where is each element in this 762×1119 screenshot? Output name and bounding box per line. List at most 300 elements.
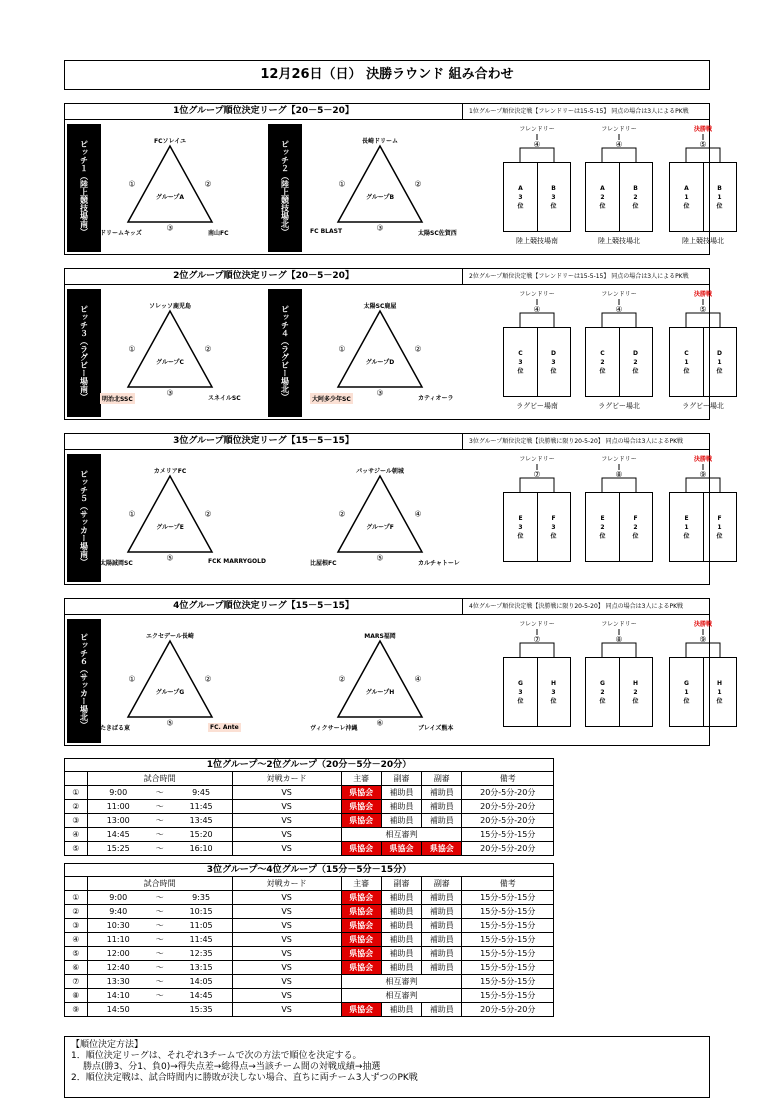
match-card: VS (232, 842, 341, 856)
end-time: 9:45 (171, 786, 233, 800)
bracket-lines (585, 629, 653, 659)
match-no: ⑧ (65, 989, 88, 1003)
referee-sub2: 補助員 (422, 891, 462, 905)
bracket-team-b: H 2 位 (632, 679, 639, 705)
end-time: 16:10 (171, 842, 233, 856)
referee-main: 県協会 (341, 786, 381, 800)
bracket-match-number: ④ (615, 140, 623, 149)
start-time: 14:45 (87, 828, 149, 842)
pitch-label: ピッチ４（ラグビー場北） (268, 289, 302, 417)
bracket-team-b: H 1 位 (716, 679, 723, 705)
bracket-team-b: D 2 位 (632, 349, 639, 375)
table-row (65, 947, 554, 961)
bracket-team-a: G 2 位 (586, 658, 620, 726)
table-row (65, 975, 554, 989)
team-left: ドリームキッズ (100, 230, 142, 237)
method-line-3: 2．順位決定戦は、試合時間内に勝敗が決しない場合、直ちに両チーム3人ずつのPK戦 (71, 1073, 418, 1083)
match-note: 20分-5分-20分 (462, 1003, 554, 1017)
table-row (65, 891, 554, 905)
bracket-team-a: C 2 位 (586, 328, 620, 396)
bracket-venue: 陸上競技場南 (516, 237, 558, 245)
start-time: 9:00 (87, 891, 149, 905)
section-note: 2位グループ順位決定戦【フレンドリーは15-5-15】 同点の場合は3人によるPK戦 (463, 269, 709, 285)
match-note: 15分-5分-15分 (462, 905, 554, 919)
bracket-box (503, 492, 571, 562)
bracket-team-a: E 2 位 (586, 493, 620, 561)
match-number-bottom: ③ (376, 223, 384, 233)
team-top: カメリアFC (153, 468, 187, 475)
header-blank (65, 877, 88, 891)
match-card: VS (232, 975, 341, 989)
header-time: 試合時間 (87, 772, 232, 786)
end-time: 15:35 (171, 1003, 233, 1017)
friendly-label: フレンドリー (601, 456, 637, 463)
team-top: FCソレイユ (154, 138, 186, 145)
team-left: 比屋根FC (310, 560, 337, 567)
time-sep: ～ (149, 961, 171, 975)
start-time: 13:00 (87, 814, 149, 828)
bracket-box (503, 327, 571, 397)
match-number-right: ② (204, 344, 212, 354)
match-number-left: ① (128, 674, 136, 684)
method-line-1: 1．順位決定リーグは、それぞれ3チームで次の方法で順位を決定する。 (71, 1051, 362, 1061)
table-row (65, 786, 554, 800)
match-note: 15分-5分-15分 (462, 989, 554, 1003)
time-sep (149, 1003, 171, 1017)
table-row (65, 919, 554, 933)
time-sep: ～ (149, 975, 171, 989)
table-row (65, 905, 554, 919)
referee-sub2: 補助員 (422, 786, 462, 800)
referee-main: 県協会 (341, 961, 381, 975)
match-note: 15分-5分-15分 (462, 961, 554, 975)
method-title: 【順位決定方法】 (71, 1040, 144, 1050)
start-time: 15:25 (87, 842, 149, 856)
section-header: 4位グループ順位決定リーグ【15－5－15】 (65, 599, 463, 615)
referee-sub1: 補助員 (381, 800, 421, 814)
end-time: 13:45 (171, 814, 233, 828)
table-row (65, 828, 554, 842)
team-left: FC BLAST (310, 228, 343, 235)
referee-main: 県協会 (341, 947, 381, 961)
team-top: MARS福岡 (364, 633, 396, 640)
match-note: 15分-5分-15分 (462, 947, 554, 961)
bracket-team-b: F 2 位 (632, 514, 639, 540)
bracket-box (669, 327, 737, 397)
bracket-team-a: A 1 位 (670, 163, 704, 231)
bracket-match-number: ⑤ (699, 140, 707, 149)
referee-sub1: 補助員 (381, 961, 421, 975)
bracket-lines (503, 464, 571, 494)
referee-sub1: 補助員 (381, 947, 421, 961)
header-cell: 副審 (381, 877, 421, 891)
bracket-match-number: ⑨ (699, 635, 707, 644)
group-name: グループE (156, 524, 184, 531)
group-section (64, 598, 723, 746)
match-card: VS (232, 1003, 341, 1017)
match-number-left: ① (128, 344, 136, 354)
match-card: VS (232, 891, 341, 905)
team-top: 太陽SC鹿屋 (363, 303, 397, 310)
bracket-match-number: ④ (615, 305, 623, 314)
header-blank (65, 772, 88, 786)
match-note: 20分-5分-20分 (462, 814, 554, 828)
bracket-venue: ラグビー場南 (516, 402, 558, 410)
bracket-venue: ラグビー場北 (598, 402, 640, 410)
bracket-team-b: B 3 位 (550, 184, 557, 210)
team-left: ヴィクサーレ沖縄 (310, 725, 358, 732)
match-note: 15分-5分-15分 (462, 975, 554, 989)
team-left: 太陽誠岡SC (100, 560, 133, 567)
group-section (64, 433, 723, 585)
match-number-bottom: ⑥ (376, 718, 384, 728)
bracket-team-a: C 1 位 (670, 328, 704, 396)
group-name: グループH (365, 689, 395, 696)
team-right: 太陽SC佐賀西 (418, 230, 457, 237)
referee-sub1: 補助員 (381, 786, 421, 800)
pitch-label: ピッチ１（陸上競技場南） (67, 124, 101, 252)
team-left: 大阿多少年SC (310, 393, 353, 404)
team-top: 長崎ドリーム (361, 138, 399, 145)
match-no: ⑥ (65, 961, 88, 975)
referee-sub2: 県協会 (422, 842, 462, 856)
time-sep: ～ (149, 814, 171, 828)
bracket-team-b: D 1 位 (716, 349, 723, 375)
team-top: ソレッソ鹿児島 (149, 303, 191, 310)
referee-main: 県協会 (341, 1003, 381, 1017)
friendly-label: フレンドリー (519, 621, 555, 628)
schedule-title-1: 1位グループ～2位グループ（20分－5分－20分） (64, 758, 554, 772)
friendly-label: フレンドリー (601, 126, 637, 133)
table-row (65, 814, 554, 828)
table-row (65, 933, 554, 947)
referee-main: 県協会 (341, 905, 381, 919)
pitch-label: ピッチ３（ラグビー場南） (67, 289, 101, 417)
group-name: グループD (365, 359, 395, 366)
match-card: VS (232, 989, 341, 1003)
final-label: 決勝戦 (693, 456, 713, 463)
referee-sub2: 補助員 (422, 961, 462, 975)
referee-sub2: 補助員 (422, 919, 462, 933)
end-time: 14:05 (171, 975, 233, 989)
bracket-venue: ラグビー場北 (682, 402, 724, 410)
match-no: ⑤ (65, 947, 88, 961)
referee-main: 県協会 (341, 919, 381, 933)
referee-sub1: 補助員 (381, 1003, 421, 1017)
referee-main: 県協会 (341, 933, 381, 947)
referee-main: 県協会 (341, 814, 381, 828)
start-time: 14:10 (87, 989, 149, 1003)
referee-sub2: 補助員 (422, 800, 462, 814)
bracket-venue: 陸上競技場北 (598, 237, 640, 245)
bracket-box (585, 657, 653, 727)
mutual-referee: 相互審判 (341, 989, 462, 1003)
match-number-left: ① (128, 179, 136, 189)
start-time: 12:40 (87, 961, 149, 975)
match-no: ④ (65, 933, 88, 947)
header-cell: 副審 (381, 772, 421, 786)
match-card: VS (232, 814, 341, 828)
match-note: 20分-5分-20分 (462, 842, 554, 856)
bracket-match-number: ④ (533, 140, 541, 149)
match-no: ⑤ (65, 842, 88, 856)
start-time: 11:00 (87, 800, 149, 814)
time-sep: ～ (149, 891, 171, 905)
time-sep: ～ (149, 800, 171, 814)
group-name: グループA (155, 194, 185, 201)
group-name: グループB (365, 194, 395, 201)
match-card: VS (232, 947, 341, 961)
group-section (64, 268, 724, 420)
end-time: 14:45 (171, 989, 233, 1003)
referee-sub2: 補助員 (422, 947, 462, 961)
pitch-label: ピッチ６（サッカー場北） (67, 619, 101, 743)
bracket-match-number: ⑤ (699, 305, 707, 314)
referee-sub2: 補助員 (422, 933, 462, 947)
section-note: 4位グループ順位決定戦【決勝戦に限り20-5-20】 同点の場合は3人によるPK戦 (463, 599, 709, 615)
schedule-title-2: 3位グループ～4位グループ（15分－5分－15分） (64, 863, 554, 877)
start-time: 10:30 (87, 919, 149, 933)
time-sep: ～ (149, 989, 171, 1003)
pitch-label: ピッチ２（陸上競技場北） (268, 124, 302, 252)
bracket-lines (503, 299, 571, 329)
mutual-referee: 相互審判 (341, 828, 462, 842)
match-no: ① (65, 786, 88, 800)
schedule-header-row (65, 772, 554, 786)
final-label: 決勝戦 (693, 621, 713, 628)
pitch-label: ピッチ５（サッカー場南） (67, 454, 101, 582)
match-card: VS (232, 800, 341, 814)
referee-sub1: 補助員 (381, 919, 421, 933)
bracket-box (669, 492, 737, 562)
match-number-right: ② (204, 179, 212, 189)
end-time: 15:20 (171, 828, 233, 842)
header-cell: 備考 (462, 877, 554, 891)
header-cell: 主審 (341, 877, 381, 891)
page-title: 12月26日（日） 決勝ラウンド 組み合わせ (64, 60, 710, 90)
time-sep: ～ (149, 919, 171, 933)
bracket-box (585, 162, 653, 232)
referee-sub2: 補助員 (422, 814, 462, 828)
bracket-match-number: ⑧ (615, 470, 623, 479)
match-no: ④ (65, 828, 88, 842)
group-name: グループC (156, 359, 184, 366)
bracket-team-a: G 3 位 (504, 658, 538, 726)
match-number-bottom: ⑤ (166, 718, 174, 728)
match-no: ⑦ (65, 975, 88, 989)
match-note: 20分-5分-20分 (462, 800, 554, 814)
match-number-right: ② (204, 674, 212, 684)
match-no: ⑨ (65, 1003, 88, 1017)
match-card: VS (232, 828, 341, 842)
section-header: 3位グループ順位決定リーグ【15－5－15】 (65, 434, 463, 450)
method-line-2: 勝点(勝3、分1、負0)→得失点差→総得点→当該チーム間の対戦成績→抽選 (83, 1062, 381, 1072)
header-cell: 対戦カード (232, 772, 341, 786)
bracket-team-a: C 3 位 (504, 328, 538, 396)
match-number-right: ④ (414, 509, 422, 519)
ranking-method (64, 1036, 710, 1098)
table-row (65, 989, 554, 1003)
final-label: 決勝戦 (693, 126, 713, 133)
bracket-team-a: A 2 位 (586, 163, 620, 231)
bracket-match-number: ⑦ (533, 635, 541, 644)
bracket-box (669, 657, 737, 727)
bracket-team-b: F 3 位 (550, 514, 557, 540)
final-label: 決勝戦 (693, 291, 713, 298)
bracket-lines (585, 464, 653, 494)
match-number-bottom: ⑤ (166, 553, 174, 563)
friendly-label: フレンドリー (601, 621, 637, 628)
referee-sub1: 補助員 (381, 814, 421, 828)
match-note: 20分-5分-20分 (462, 786, 554, 800)
time-sep: ～ (149, 933, 171, 947)
referee-sub2: 補助員 (422, 1003, 462, 1017)
match-number-left: ① (128, 509, 136, 519)
team-top: パッサジール朝城 (356, 468, 404, 475)
friendly-label: フレンドリー (519, 126, 555, 133)
referee-sub2: 補助員 (422, 905, 462, 919)
bracket-box (669, 162, 737, 232)
end-time: 11:45 (171, 800, 233, 814)
bracket-team-a: G 1 位 (670, 658, 704, 726)
referee-main: 県協会 (341, 891, 381, 905)
bracket-team-a: A 3 位 (504, 163, 538, 231)
start-time: 13:30 (87, 975, 149, 989)
time-sep: ～ (149, 828, 171, 842)
match-number-right: ④ (414, 674, 422, 684)
friendly-label: フレンドリー (601, 291, 637, 298)
referee-main: 県協会 (341, 800, 381, 814)
schedule-header-row (65, 877, 554, 891)
bracket-lines (503, 629, 571, 659)
friendly-label: フレンドリー (519, 456, 555, 463)
friendly-label: フレンドリー (519, 291, 555, 298)
match-no: ① (65, 891, 88, 905)
match-no: ③ (65, 919, 88, 933)
bracket-lines (669, 134, 737, 164)
table-row (65, 800, 554, 814)
bracket-lines (585, 134, 653, 164)
bracket-team-b: B 2 位 (632, 184, 639, 210)
section-note: 1位グループ順位決定戦【フレンドリーは15-5-15】 同点の場合は3人によるPK戦 (463, 104, 709, 120)
match-card: VS (232, 961, 341, 975)
section-header: 2位グループ順位決定リーグ【20－5－20】 (65, 269, 463, 285)
header-time: 試合時間 (87, 877, 232, 891)
match-number-bottom: ③ (166, 223, 174, 233)
team-right: 南山FC (208, 230, 229, 237)
referee-sub1: 補助員 (381, 891, 421, 905)
bracket-venue: 陸上競技場北 (682, 237, 724, 245)
bracket-team-b: F 1 位 (716, 514, 723, 540)
team-right: FCK MARRYGOLD (208, 558, 266, 565)
bracket-box (503, 657, 571, 727)
bracket-box (503, 162, 571, 232)
bracket-lines (503, 134, 571, 164)
bracket-team-b: B 1 位 (716, 184, 723, 210)
bracket-match-number: ⑧ (615, 635, 623, 644)
team-right: ブレイズ熊本 (418, 725, 454, 732)
match-card: VS (232, 933, 341, 947)
match-card: VS (232, 919, 341, 933)
start-time: 14:50 (87, 1003, 149, 1017)
bracket-match-number: ④ (533, 305, 541, 314)
start-time: 11:10 (87, 933, 149, 947)
match-note: 15分-5分-15分 (462, 891, 554, 905)
match-no: ② (65, 905, 88, 919)
match-card: VS (232, 786, 341, 800)
match-number-right: ② (414, 344, 422, 354)
end-time: 9:35 (171, 891, 233, 905)
start-time: 12:00 (87, 947, 149, 961)
end-time: 11:05 (171, 919, 233, 933)
match-number-bottom: ③ (166, 388, 174, 398)
end-time: 10:15 (171, 905, 233, 919)
mutual-referee: 相互審判 (341, 975, 462, 989)
bracket-team-a: E 1 位 (670, 493, 704, 561)
bracket-box (585, 492, 653, 562)
bracket-match-number: ⑨ (699, 470, 707, 479)
schedule-table-1 (64, 771, 554, 856)
referee-sub1: 県協会 (381, 842, 421, 856)
time-sep: ～ (149, 947, 171, 961)
team-right: スネイルSC (208, 395, 241, 402)
end-time: 12:35 (171, 947, 233, 961)
header-cell: 備考 (462, 772, 554, 786)
time-sep: ～ (149, 786, 171, 800)
header-cell: 副審 (422, 877, 462, 891)
end-time: 13:15 (171, 961, 233, 975)
match-note: 15分-5分-15分 (462, 933, 554, 947)
team-top: エクセデール長崎 (146, 633, 194, 640)
team-right: FC. Ante (210, 724, 239, 731)
schedule-table-2 (64, 876, 554, 1017)
bracket-lines (669, 629, 737, 659)
team-left: たきばる東 (100, 725, 131, 732)
team-right: カルチャトーレ (418, 560, 460, 567)
bracket-team-b: D 3 位 (550, 349, 557, 375)
match-number-bottom: ⑤ (376, 553, 384, 563)
match-number-left: ① (338, 344, 346, 354)
group-name: グループF (366, 524, 394, 531)
match-number-right: ② (204, 509, 212, 519)
bracket-match-number: ⑦ (533, 470, 541, 479)
match-no: ② (65, 800, 88, 814)
section-note: 3位グループ順位決定戦【決勝戦に限り20-5-20】 同点の場合は3人によるPK戦 (463, 434, 709, 450)
header-cell: 対戦カード (232, 877, 341, 891)
bracket-lines (669, 299, 737, 329)
bracket-box (585, 327, 653, 397)
section-header: 1位グループ順位決定リーグ【20－5－20】 (65, 104, 463, 120)
header-cell: 主審 (341, 772, 381, 786)
match-number-left: ② (338, 509, 346, 519)
start-time: 9:00 (87, 786, 149, 800)
referee-sub1: 補助員 (381, 905, 421, 919)
match-note: 15分-5分-15分 (462, 919, 554, 933)
table-row (65, 1003, 554, 1017)
time-sep: ～ (149, 905, 171, 919)
bracket-lines (585, 299, 653, 329)
bracket-team-a: E 3 位 (504, 493, 538, 561)
team-right: カティオーラ (418, 395, 454, 402)
group-name: グループG (155, 689, 185, 696)
match-number-left: ① (338, 179, 346, 189)
referee-main: 県協会 (341, 842, 381, 856)
match-note: 15分-5分-15分 (462, 828, 554, 842)
table-row (65, 961, 554, 975)
bracket-lines (669, 464, 737, 494)
match-number-bottom: ③ (376, 388, 384, 398)
time-sep: ～ (149, 842, 171, 856)
